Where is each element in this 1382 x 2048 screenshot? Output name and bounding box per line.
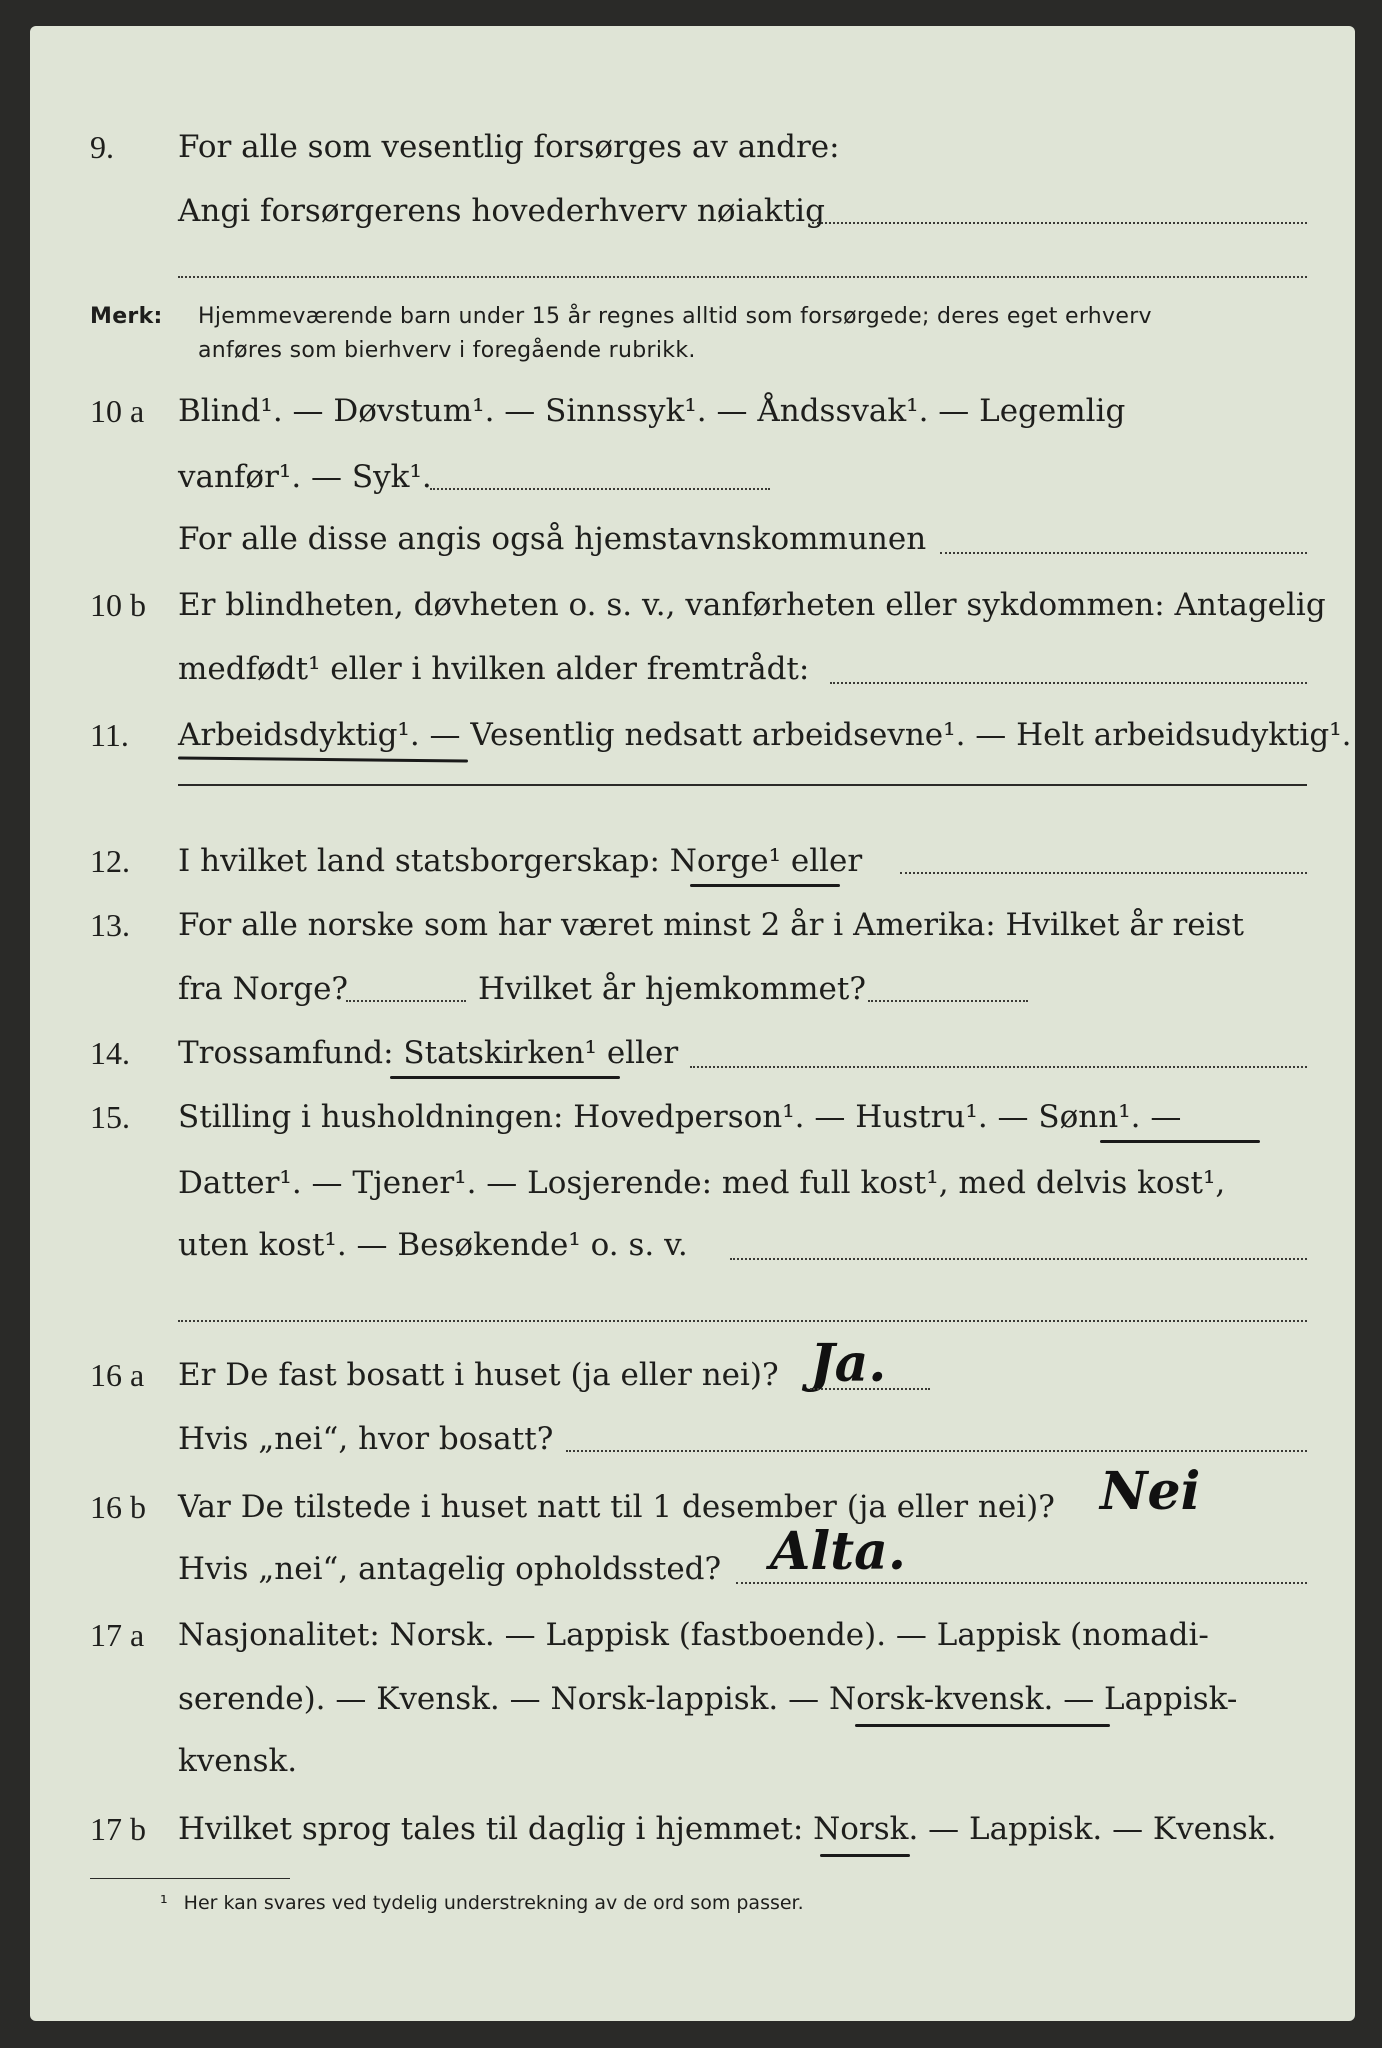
question-text-a: fra Norge? [178, 971, 349, 1007]
question-text: Arbeidsdyktig¹. — Vesentlig nedsatt arbeidsevne¹. — Helt arbeidsudyktig¹. [178, 717, 1352, 753]
answer-line-16a[interactable] [810, 1388, 930, 1390]
question-13-line-1 [30, 902, 1355, 948]
question-15-line-2 [30, 1160, 1355, 1206]
question-text: vanfør¹. — Syk¹. [178, 459, 432, 495]
question-text: kvensk. [178, 1743, 298, 1779]
question-text: Datter¹. — Tjener¹. — Losjerende: med full kost¹, med delvis kost¹, [178, 1165, 1226, 1201]
question-number: 14. [90, 1035, 130, 1071]
question-text: Er blindheten, døvheten o. s. v., vanførheten eller sykdommen: Antagelig [178, 587, 1326, 623]
answer-line-16b[interactable] [736, 1582, 1307, 1584]
question-10a-line-1 [30, 388, 1355, 434]
question-text: uten kost¹. — Besøkende¹ o. s. v. [178, 1227, 688, 1263]
question-15-line-3 [30, 1222, 1355, 1268]
answer-line-12[interactable] [900, 872, 1307, 874]
answer-line-11[interactable] [178, 784, 1307, 786]
question-text: For alle disse angis også hjemstavnskommunen [178, 521, 927, 557]
footnote-rule [90, 1878, 290, 1879]
handwritten-underline [820, 1854, 910, 1857]
answer-line-16a-bosatt[interactable] [566, 1450, 1307, 1452]
question-17b [30, 1806, 1355, 1852]
handwritten-answer-nei: Nei [1100, 1461, 1201, 1522]
handwritten-answer-ja: Ja. [810, 1333, 887, 1394]
question-text: Blind¹. — Døvstum¹. — Sinnssyk¹. — Åndssvak¹. — Legemlig [178, 393, 1126, 429]
answer-line-10a-kommune[interactable] [940, 552, 1307, 554]
question-text: serende). — Kvensk. — Norsk-lappisk. — Norsk-kvensk. — Lappisk- [178, 1681, 1238, 1717]
question-number: 12. [90, 843, 130, 879]
question-text: For alle som vesentlig forsørges av andre: [178, 129, 840, 165]
census-form-page [30, 26, 1355, 2021]
question-text: Nasjonalitet: Norsk. — Lappisk (fastboende). — Lappisk (nomadi- [178, 1617, 1209, 1653]
answer-line-10a[interactable] [430, 488, 770, 490]
question-9-line-2 [30, 188, 1355, 234]
question-text: I hvilket land statsborgerskap: Norge¹ eller [178, 843, 863, 879]
answer-line-9[interactable] [812, 222, 1307, 224]
answer-line-14[interactable] [690, 1066, 1307, 1068]
question-16a-line-1 [30, 1352, 1355, 1398]
handwritten-answer-alta: Alta. [770, 1521, 906, 1582]
handwritten-underline [690, 884, 840, 887]
question-9-line-1 [30, 124, 1355, 170]
question-17a-line-2 [30, 1676, 1355, 1722]
answer-line-15b[interactable] [178, 1320, 1307, 1322]
footnote-mark: ¹ [160, 1892, 168, 1914]
question-text-b: Hvilket år hjemkommet? [478, 971, 866, 1007]
question-10b-line-2 [30, 646, 1355, 692]
question-text: Trossamfund: Statskirken¹ eller [178, 1035, 679, 1071]
note-text-1: Hjemmeværende barn under 15 år regnes alltid som forsørgede; deres eget erhverv [198, 304, 1152, 329]
handwritten-underline [1100, 1140, 1260, 1143]
footnote [160, 1892, 804, 1914]
question-text: Hvis „nei“, antagelig opholdssted? [178, 1551, 722, 1587]
handwritten-underline [390, 1076, 620, 1079]
question-15-line-1 [30, 1094, 1355, 1140]
question-14 [30, 1030, 1355, 1076]
question-text: Er De fast bosatt i huset (ja eller nei)? [178, 1357, 779, 1393]
question-17a-line-3 [30, 1738, 1355, 1784]
question-text: medfødt¹ eller i hvilken alder fremtrådt: [178, 651, 810, 687]
question-number: 16 a [90, 1357, 145, 1393]
question-number: 17 a [90, 1617, 145, 1653]
note-text-2: anføres som bierhverv i foregående rubrikk. [198, 338, 696, 363]
answer-line-15[interactable] [730, 1258, 1307, 1260]
question-10a-line-3 [30, 516, 1355, 562]
question-number: 9. [90, 129, 114, 165]
question-number: 10 a [90, 393, 145, 429]
question-number: 15. [90, 1099, 130, 1135]
question-text: Var De tilstede i huset natt til 1 desember (ja eller nei)? [178, 1489, 1055, 1525]
question-number: 10 b [90, 587, 146, 623]
answer-line-13-reist[interactable] [346, 1000, 466, 1002]
question-number: 11. [90, 717, 129, 753]
question-11 [30, 712, 1355, 758]
answer-line-10b[interactable] [830, 682, 1307, 684]
question-16a-line-2 [30, 1416, 1355, 1462]
answer-line-9b[interactable] [178, 276, 1307, 278]
question-10a-line-2 [30, 454, 1355, 500]
question-text: For alle norske som har været minst 2 år i Amerika: Hvilket år reist [178, 907, 1244, 943]
handwritten-underline [855, 1724, 1110, 1727]
question-10b-line-1 [30, 582, 1355, 628]
footnote-text: Her kan svares ved tydelig understrekning av de ord som passer. [183, 1892, 804, 1914]
question-text: Stilling i husholdningen: Hovedperson¹. — Hustru¹. — Sønn¹. — [178, 1099, 1182, 1135]
question-17a-line-1 [30, 1612, 1355, 1658]
question-number: 16 b [90, 1489, 146, 1525]
question-text: Hvis „nei“, hvor bosatt? [178, 1421, 554, 1457]
question-text: Hvilket sprog tales til daglig i hjemmet: Norsk. — Lappisk. — Kvensk. [178, 1811, 1277, 1847]
question-number: 13. [90, 907, 130, 943]
question-16b-line-2 [30, 1546, 1355, 1592]
answer-line-13-hjem[interactable] [868, 1000, 1028, 1002]
question-number: 17 b [90, 1811, 146, 1847]
question-13-line-2 [30, 966, 1355, 1012]
note-label: Merk: [90, 304, 163, 329]
question-text: Angi forsørgerens hovederhverv nøiaktig [178, 193, 825, 229]
question-12 [30, 838, 1355, 884]
